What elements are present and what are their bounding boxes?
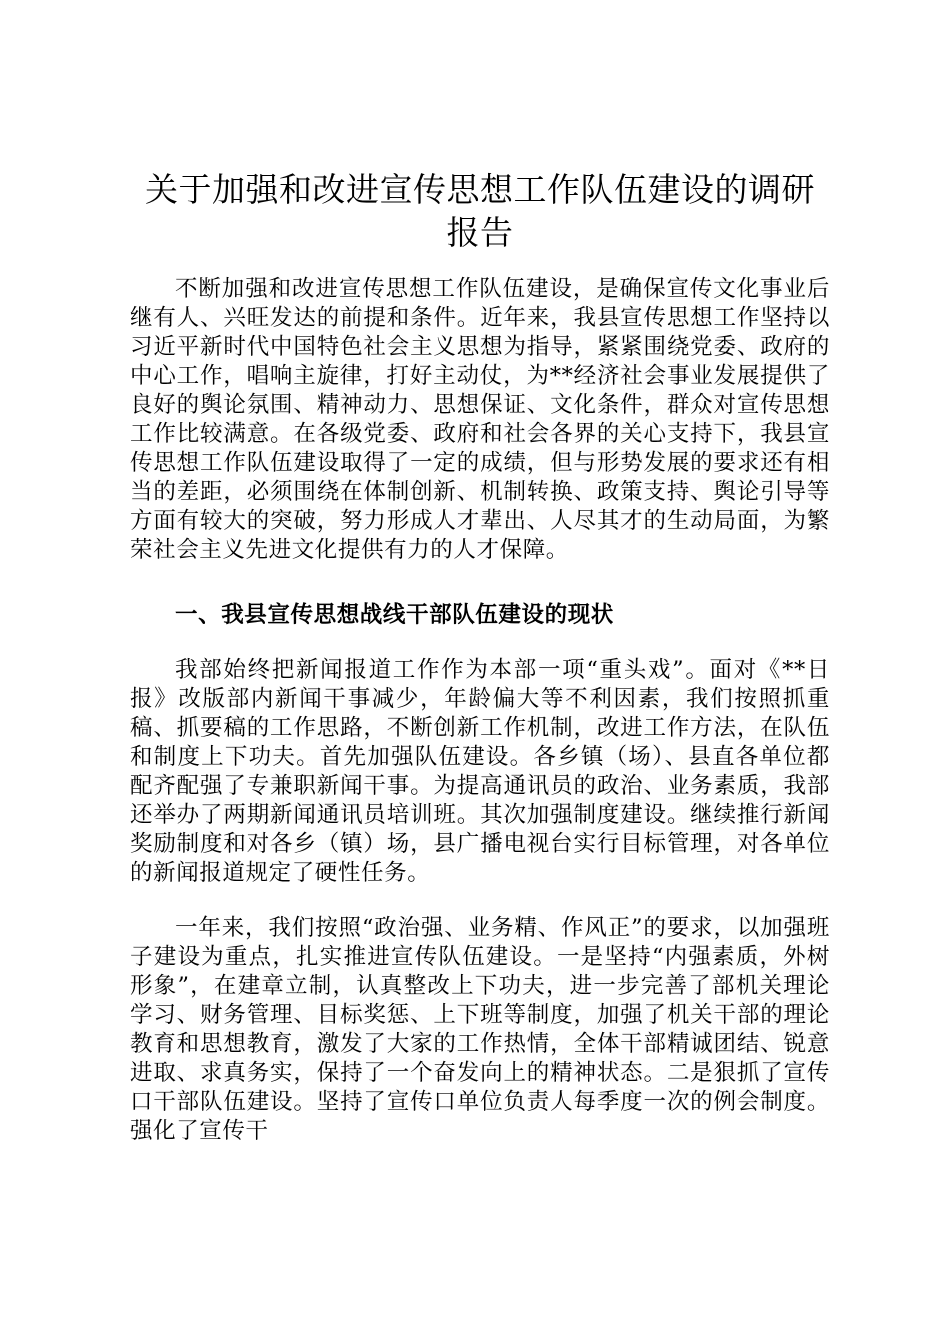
document-page [130,168,830,1146]
document-title: 关于加强和改进宣传思想工作队伍建设的调研报告 [145,170,815,252]
body-paragraph: 我部始终把新闻报道工作作为本部一项“重头戏”。面对《**日报》改版部内新闻干事减少，年龄偏大等不利因素，我们按照抓重稿、抓要稿的工作思路，不断创新工作机制，改进工作方法，在队伍和制度上下功夫。首先加强队伍建设。各乡镇（场）、县直各单位都配齐配强了专兼职新闻干事。为提高通讯员的政治、业务素质，我部还举办了两期新闻通讯员培训班。其次加强制度建设。继续推行新闻奖励制度和对各乡（镇）场，县广播电视台实行目标管理，对各单位的新闻报道规定了硬性任务。 [130,657,830,886]
body-paragraph: 一年来，我们按照“政治强、业务精、作风正”的要求，以加强班子建设为重点，扎实推进宣传队伍建设。一是坚持“内强素质，外树形象”，在建章立制，认真整改上下功夫，进一步完善了部机关理论学习、财务管理、目标奖惩、上下班等制度，加强了机关干部的理论教育和思想教育，激发了大家的工作热情，全体干部精诚团结、锐意进取、求真务实，保持了一个奋发向上的精神状态。二是狠抓了宣传口干部队伍建设。坚持了宣传口单位负责人每季度一次的例会制度。强化了宣传干 [130,915,830,1144]
section-heading: 一、我县宣传思想战线干部队伍建设的现状 [175,602,614,628]
intro-paragraph: 不断加强和改进宣传思想工作队伍建设，是确保宣传文化事业后继有人、兴旺发达的前提和条件。近年来，我县宣传思想工作坚持以习近平新时代中国特色社会主义思想为指导，紧紧围绕党委、政府的中心工作，唱响主旋律，打好主动仗，为**经济社会事业发展提供了良好的舆论氛围、精神动力、思想保证、文化条件，群众对宣传思想工作比较满意。在各级党委、政府和社会各界的关心支持下，我县宣传思想工作队伍建设取得了一定的成绩，但与形势发展的要求还有相当的差距，必须围绕在体制创新、机制转换、政策支持、舆论引导等方面有较大的突破，努力形成人才辈出、人尽其才的生动局面，为繁荣社会主义先进文化提供有力的人才保障。 [130,276,830,563]
